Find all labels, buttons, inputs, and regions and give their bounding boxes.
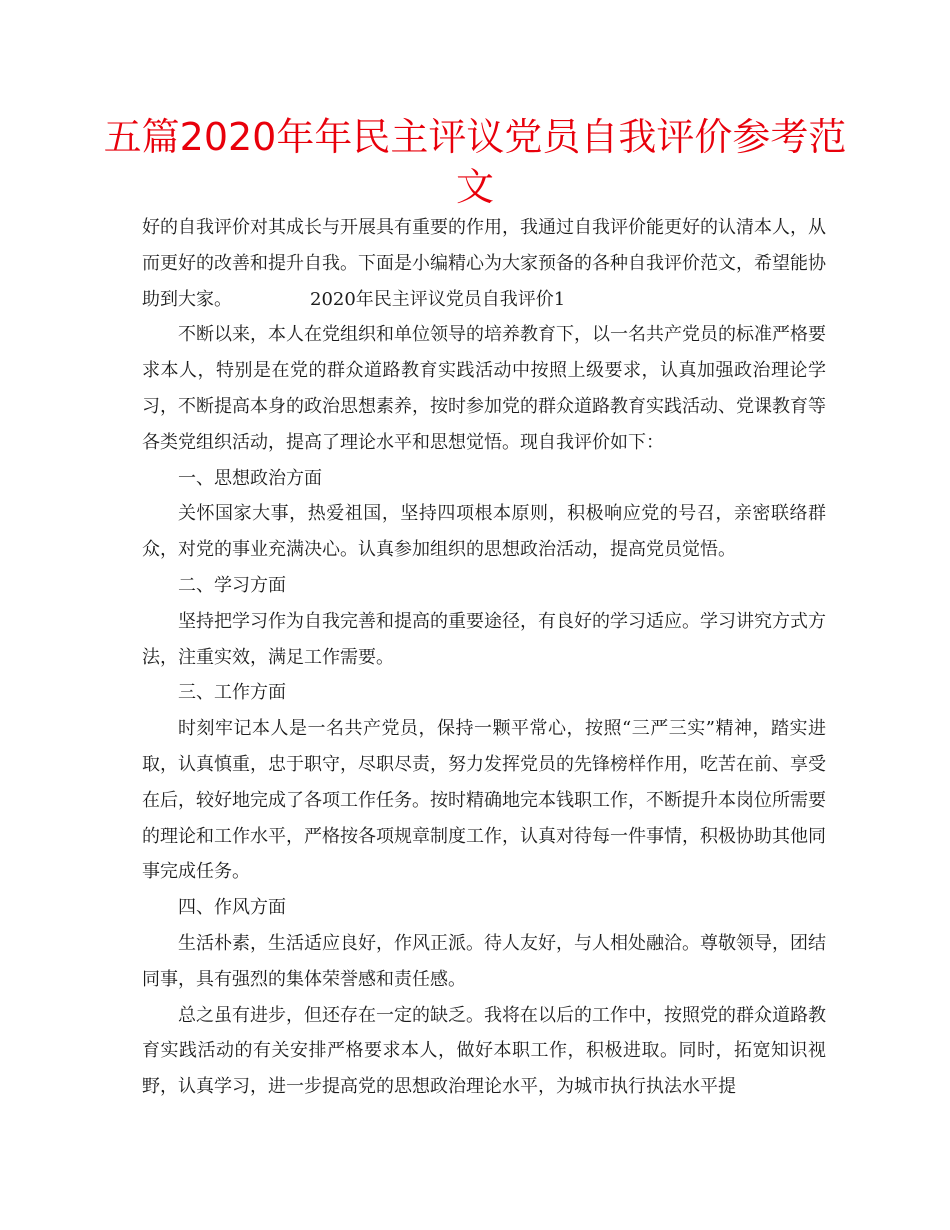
paragraph: 总之虽有进步，但还存在一定的缺乏。我将在以后的工作中，按照党的群众道路教育实践活动的有关安排严格要求本人，做好本职工作，积极进取。同时，拓宽知识视野，认真学习，进一步提高党的思想政治理论水平，为城市执行执法水平提 xyxy=(142,1004,826,1098)
section-subtitle: 2020年民主评议党员自我评价1 xyxy=(310,288,566,310)
paragraph: 生活朴素，生活适应良好，作风正派。待人友好，与人相处融洽。尊敬领导，团结同事，具有强烈的集体荣誉感和责任感。 xyxy=(142,932,826,990)
document-body xyxy=(142,210,826,1105)
paragraph: 坚持把学习作为自我完善和提高的重要途径，有良好的学习适应。学习讲究方式方法，注重实效，满足工作需要。 xyxy=(142,610,826,668)
section-heading-study: 二、学习方面 xyxy=(178,574,286,596)
section-heading-ideology: 一、思想政治方面 xyxy=(178,467,322,489)
section-heading-style: 四、作风方面 xyxy=(178,897,286,919)
intro-paragraph xyxy=(142,210,826,317)
paragraph: 关怀国家大事，热爱祖国，坚持四项根本原则，积极响应党的号召，亲密联络群众，对党的事业充满决心。认真参加组织的思想政治活动，提高党员觉悟。 xyxy=(142,503,826,561)
paragraph: 不断以来，本人在党组织和单位领导的培养教育下，以一名共产党员的标准严格要求本人，特别是在党的群众道路教育实践活动中按照上级要求，认真加强政治理论学习，不断提高本身的政治思想素养，按时参加党的群众道路教育实践活动、党课教育等各类党组织活动，提高了理论水平和思想觉悟。现自我评价如下： xyxy=(142,324,826,453)
intro-text: 好的自我评价对其成长与开展具有重要的作用，我通过自我评价能更好的认清本人，从而更好的改善和提升自我。下面是小编精心为大家预备的各种自我评价范文，希望能协助到大家。 xyxy=(142,217,826,310)
document-title: 五篇2020年年民主评议党员自我评价参考范文 xyxy=(103,115,847,209)
paragraph: 时刻牢记本人是一名共产党员，保持一颗平常心，按照“三严三实”精神，踏实进取，认真慎重，忠于职守，尽职尽责，努力发挥党员的先锋榜样作用，吃苦在前、享受在后，较好地完成了各项工作任务。按时精确地完本钱职工作，不断提升本岗位所需要的理论和工作水平，严格按各项规章制度工作，认真对待每一件事情，积极协助其他同事完成任务。 xyxy=(142,718,826,883)
section-heading-work: 三、工作方面 xyxy=(178,682,286,704)
